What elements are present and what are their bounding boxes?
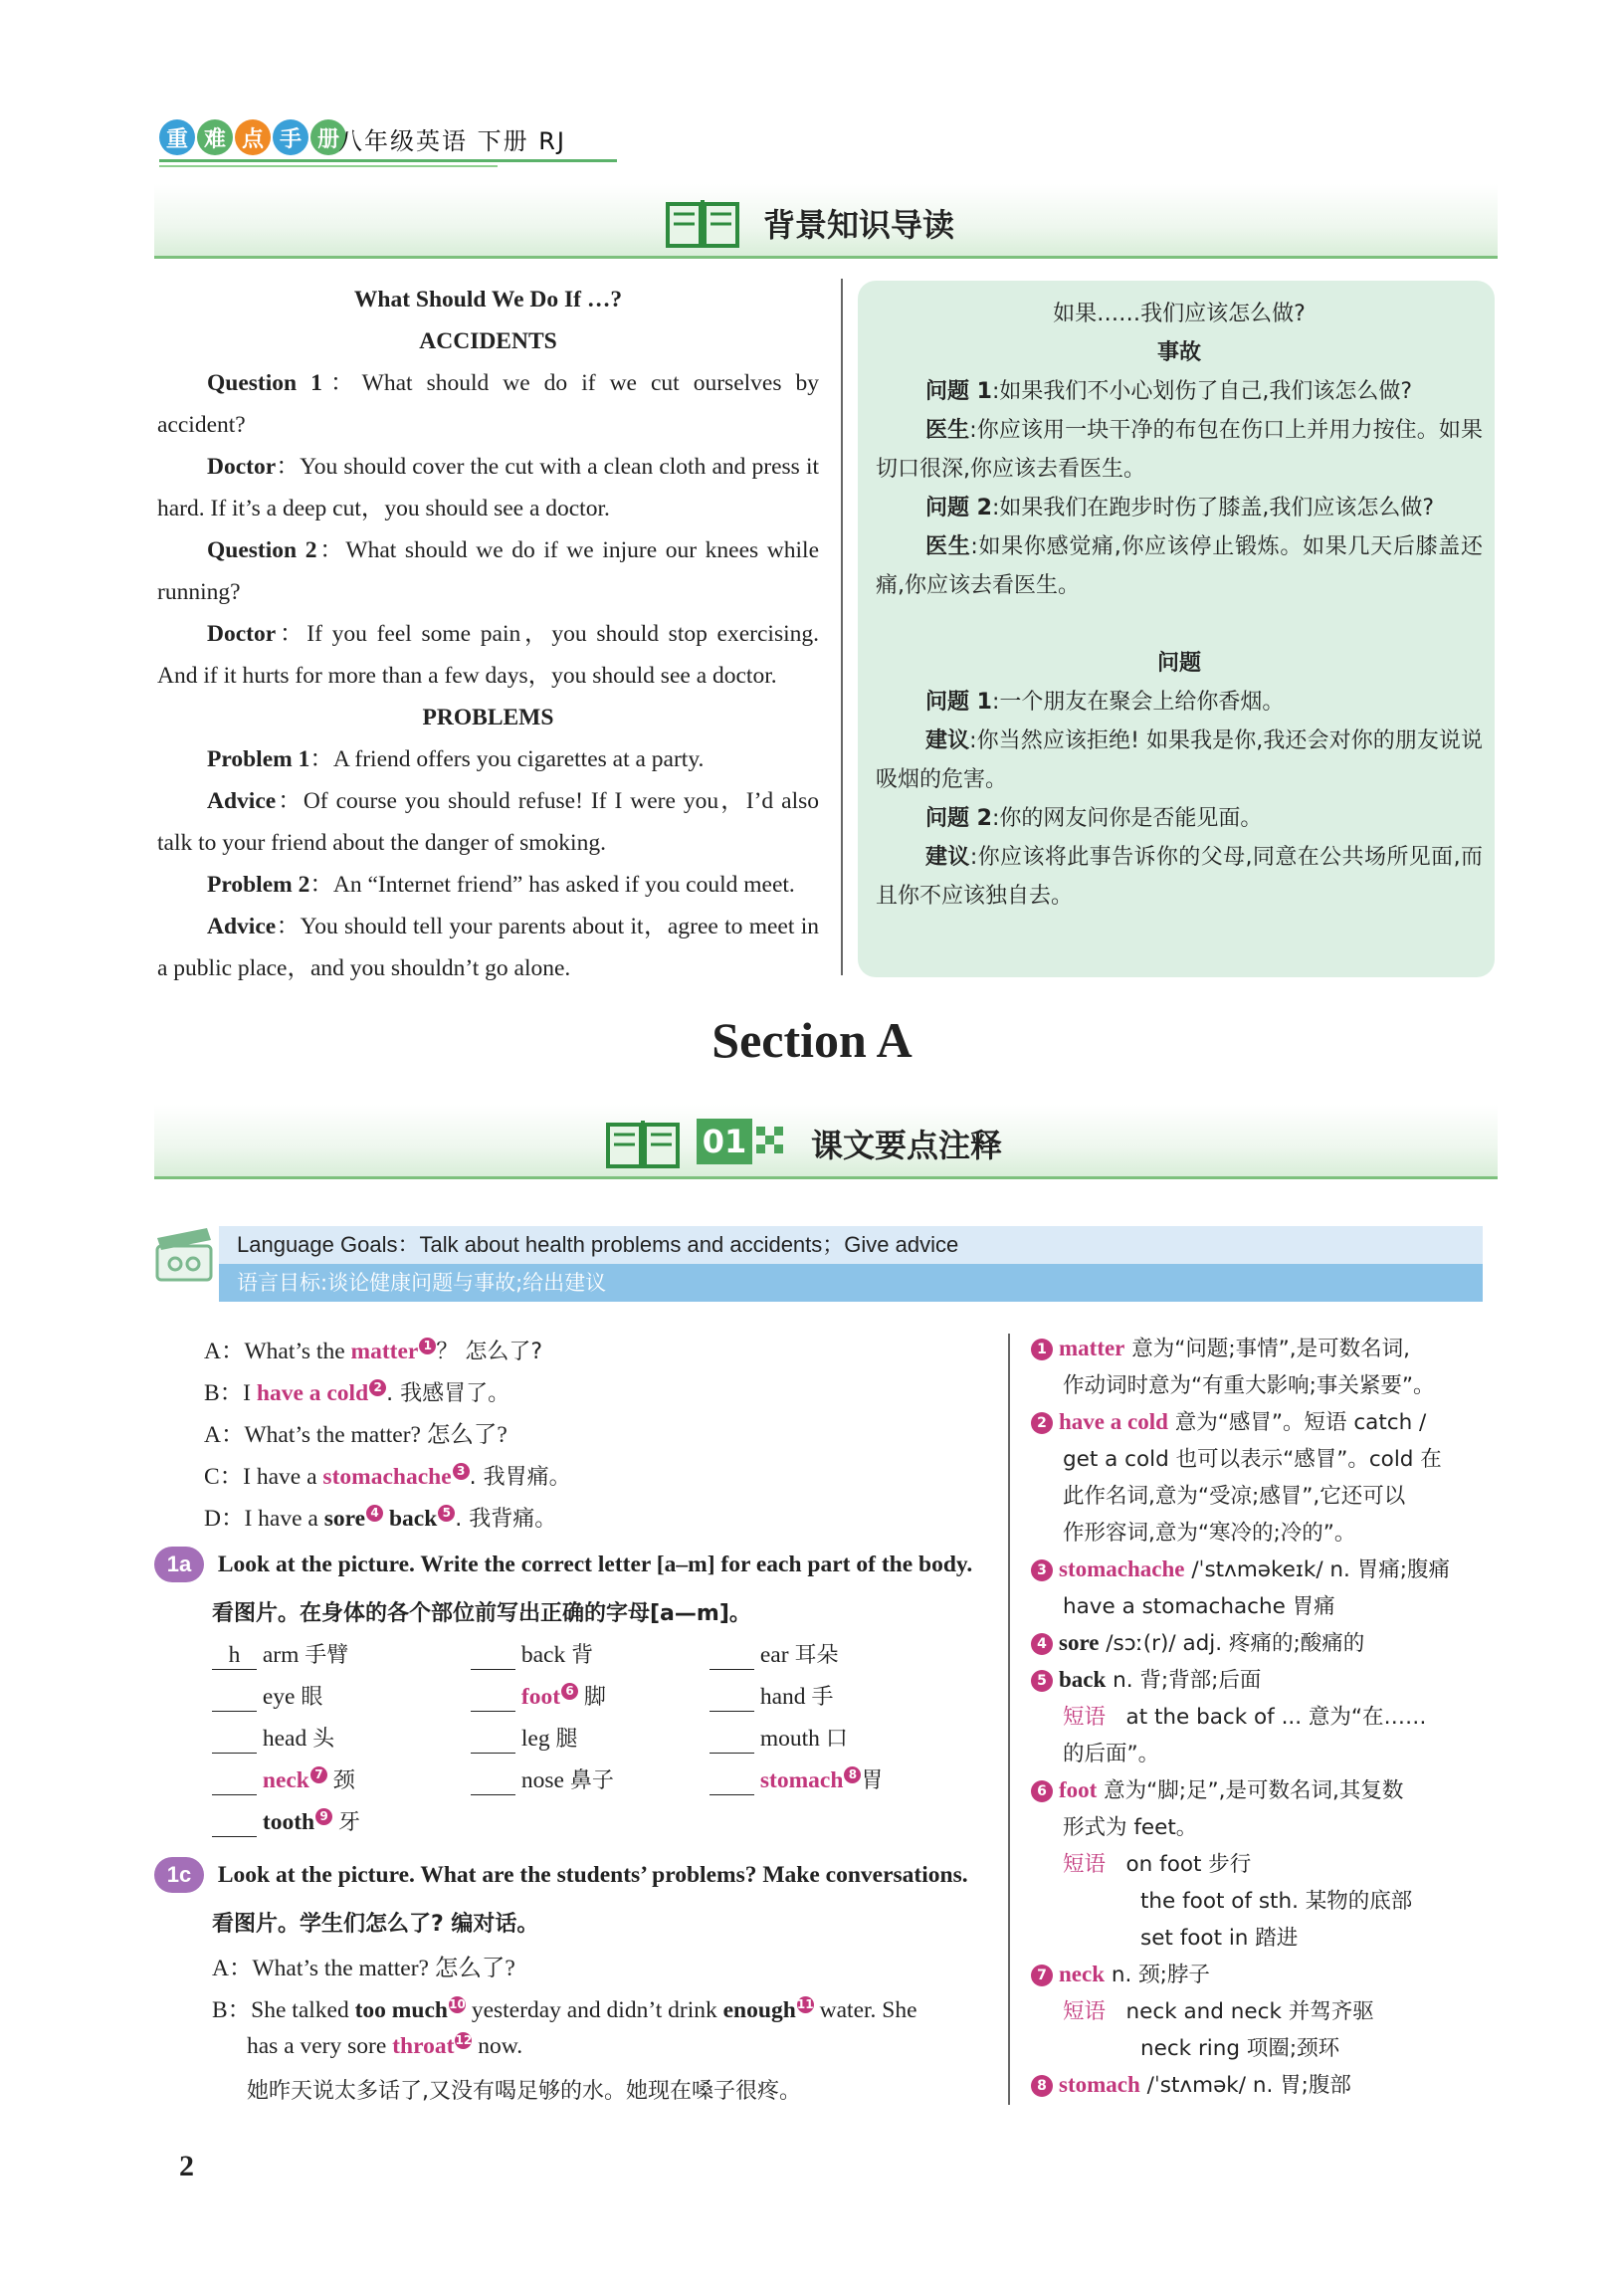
checker-icon: [756, 1127, 786, 1156]
header-badge: 重: [159, 119, 195, 155]
translation-title: 如果……我们应该怎么做?: [1053, 302, 1306, 326]
dialog-line: B：I have a cold 2 . 我感冒了。: [204, 1380, 510, 1406]
task-instruction-cn: 看图片。在身体的各个部位前写出正确的字母[a—m]。: [212, 1601, 751, 1626]
header-badge: 册: [310, 119, 346, 155]
reading-chinese: [876, 295, 1483, 916]
reading-paragraph: Advice：You should tell your parents about it，agree to meet in a public place，and you shouldn’t go alone.: [157, 914, 819, 981]
note-item: 6 foot 意为“脚;足”,是可数名词,其复数: [1031, 1773, 1403, 1804]
note-item: 7 neck n. 颈;脖子: [1031, 1958, 1210, 1988]
note-line: 短语 neck and neck 并驾齐驱: [1063, 1999, 1374, 2024]
dialog-line: B：She talked too much10 yesterday and didn’t drink enough11 water. She: [212, 1997, 917, 2023]
reading-english: [157, 279, 819, 989]
task-instruction: Look at the picture. Write the correct letter [a–m] for each part of the body.: [217, 1552, 973, 1577]
task-tag: 1a: [154, 1547, 204, 1582]
translation-paragraph: 医生:如果你感觉痛,你应该停止锻炼。如果几天后膝盖还痛,你应该去看医生。: [876, 534, 1483, 598]
goals-chinese: 语言目标:谈论健康问题与事故;给出建议: [219, 1264, 1483, 1302]
reading-heading: PROBLEMS: [422, 705, 554, 730]
translation-paragraph: 建议:你当然应该拒绝! 如果我是你,我还会对你的朋友说说吸烟的危害。: [876, 728, 1483, 792]
note-line: set foot in 踏进: [1140, 1926, 1299, 1951]
body-part-item: h arm 手臂: [212, 1638, 348, 1670]
note-line: the foot of sth. 某物的底部: [1140, 1889, 1413, 1914]
dialog-translation: 她昨天说太多话了,又没有喝足够的水。她现在嗓子很疼。: [247, 2079, 801, 2104]
task-1c-header: [154, 1857, 968, 1893]
translation-paragraph: 问题 1:如果我们不小心划伤了自己,我们该怎么做?: [925, 379, 1413, 404]
body-part-item: mouth 口: [710, 1722, 848, 1754]
translation-paragraph: 医生:你应该用一块干净的布包在伤口上并用力按住。如果切口很深,你应该去看医生。: [876, 418, 1483, 482]
note-line: have a stomachache 胃痛: [1063, 1594, 1335, 1619]
background-banner: [154, 184, 1498, 259]
page-number: 2: [179, 2150, 194, 2182]
reading-paragraph: Advice：Of course you should refuse! If I were you，I’d also talk to your friend about the danger of smoking.: [157, 788, 819, 856]
open-book-icon: [604, 1115, 682, 1170]
dialog-line: A：What’s the matter? 怎么了?: [204, 1422, 508, 1448]
translation-paragraph: 问题 2:你的网友问你是否能见面。: [925, 806, 1263, 831]
dialog-line: A：What’s the matter 1 ？ 怎么了?: [204, 1339, 543, 1364]
header-badge: 难: [197, 119, 233, 155]
body-part-item: head 头: [212, 1722, 334, 1754]
note-item: 8 stomach /ˈstʌmək/ n. 胃;腹部: [1031, 2068, 1351, 2099]
reading-paragraph: Problem 1：A friend offers you cigarettes at a party.: [207, 746, 705, 772]
header-badge: 手: [273, 119, 308, 155]
dialog-line: A：What’s the matter? 怎么了?: [212, 1956, 515, 1981]
translation-paragraph: 问题 1:一个朋友在聚会上给你香烟。: [925, 690, 1285, 715]
note-line: 短语 at the back of ... 意为“在……: [1063, 1705, 1427, 1730]
body-part-item: ear 耳朵: [710, 1638, 838, 1670]
reading-heading: ACCIDENTS: [419, 328, 557, 354]
section-title: Section A: [711, 1012, 913, 1068]
header-badges: [159, 119, 346, 155]
column-divider: [1008, 1334, 1010, 2105]
note-item: 3 stomachache /ˈstʌməkeɪk/ n. 胃痛;腹痛: [1031, 1553, 1450, 1583]
reading-paragraph: Problem 2：An “Internet friend” has asked if you could meet.: [207, 872, 795, 898]
spacer: [876, 605, 1483, 644]
task-instruction: Look at the picture. What are the students’ problems? Make conversations.: [217, 1862, 968, 1888]
banner-title: 课文要点注释: [811, 1127, 1003, 1164]
body-part-item: nose 鼻子: [471, 1763, 614, 1795]
note-line: neck ring 项圈;颈环: [1140, 2036, 1340, 2061]
goals-english: Language Goals：Talk about health problems and accidents；Give advice: [219, 1226, 1483, 1264]
banner-title: 背景知识导读: [763, 206, 955, 244]
notes-banner: [154, 1105, 1498, 1179]
reading-paragraph: Question 2：What should we do if we injure our knees while running?: [157, 537, 819, 605]
note-line: 作动词时意为“有重大影响;事关紧要”。: [1063, 1373, 1435, 1398]
task-instruction-cn: 看图片。学生们怎么了? 编对话。: [212, 1912, 539, 1937]
header-rule: [159, 165, 498, 167]
dialog-line: D：I have a sore 4 back 5 . 我背痛。: [204, 1506, 557, 1532]
note-line: get a cold 也可以表示“感冒”。cold 在: [1063, 1447, 1442, 1472]
language-goals: [219, 1226, 1483, 1302]
reading-paragraph: Doctor：If you feel some pain，you should stop exercising. And if it hurts for more than a few days，you should see a doctor.: [157, 621, 819, 689]
body-part-item: hand 手: [710, 1680, 833, 1712]
dialog-line: has a very sore throat12 now.: [247, 2032, 523, 2059]
note-item: 2 have a cold 意为“感冒”。短语 catch /: [1031, 1405, 1426, 1436]
note-line: 作形容词,意为“寒冷的;冷的”。: [1063, 1521, 1356, 1546]
reading-paragraph: Doctor：You should cover the cut with a clean cloth and press it hard. If it’s a deep cut，you should see a doctor.: [157, 454, 819, 521]
reading-paragraph: Question 1：What should we do if we cut ourselves by accident?: [157, 370, 819, 438]
header-title: 八年级英语 下册 RJ: [338, 127, 567, 155]
task-1a-header: [154, 1547, 972, 1582]
note-line: 短语 on foot 步行: [1063, 1852, 1252, 1877]
header-badge: 点: [235, 119, 271, 155]
column-divider: [841, 279, 843, 975]
translation-paragraph: 建议:你应该将此事告诉你的父母,同意在公共场所见面,而且你不应该独自去。: [876, 845, 1483, 909]
section-number-badge: 01: [697, 1119, 752, 1164]
body-part-item: back 背: [471, 1638, 593, 1670]
header-rule: [159, 159, 617, 162]
task-tag: 1c: [154, 1857, 204, 1893]
dialog-line: C：I have a stomachache 3 . 我胃痛。: [204, 1464, 571, 1490]
body-part-item: stomach 8 胃: [710, 1763, 883, 1795]
reading-title: What Should We Do If …?: [353, 287, 623, 312]
note-line: 形式为 feet。: [1063, 1815, 1198, 1840]
body-part-item: leg 腿: [471, 1722, 577, 1754]
body-part-item: foot 6 脚: [471, 1680, 606, 1712]
clapperboard-icon: [151, 1222, 217, 1286]
note-item: 4 sore /sɔː(r)/ adj. 疼痛的;酸痛的: [1031, 1626, 1364, 1657]
note-line: 的后面”。: [1063, 1742, 1160, 1766]
translation-paragraph: 问题 2:如果我们在跑步时伤了膝盖,我们应该怎么做?: [925, 496, 1435, 520]
body-part-item: tooth 9 牙: [212, 1805, 360, 1837]
body-part-item: eye 眼: [212, 1680, 322, 1712]
note-item: 1 matter 意为“问题;事情”,是可数名词,: [1031, 1332, 1410, 1362]
open-book-icon: [664, 194, 741, 250]
note-line: 此作名词,意为“受凉;感冒”,它还可以: [1063, 1484, 1406, 1509]
translation-heading: 问题: [1156, 651, 1201, 676]
body-part-item: neck 7 颈: [212, 1763, 355, 1795]
note-item: 5 back n. 背;背部;后面: [1031, 1663, 1261, 1694]
translation-heading: 事故: [1156, 340, 1201, 365]
